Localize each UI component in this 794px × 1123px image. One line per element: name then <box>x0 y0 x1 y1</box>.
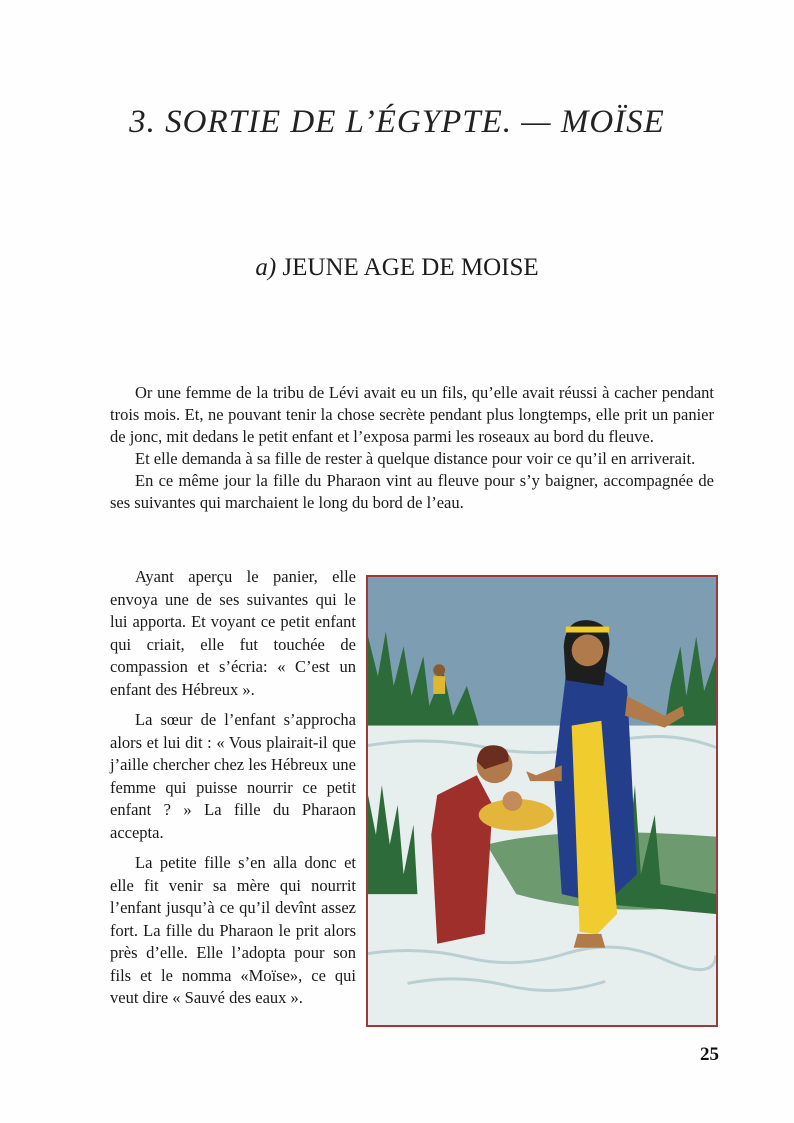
section-letter: a) <box>255 254 277 281</box>
section-title-text: JEUNE AGE DE MOISE <box>282 254 539 281</box>
paragraph: La sœur de l’enfant s’approcha alors et lui dit : « Vous plairait-il que j’aille chercher chez les Hébreux une femme qui puisse nourrir ce petit enfant ? » La fille du Pharaon accepta. <box>110 710 356 842</box>
paragraph: En ce même jour la fille du Pharaon vint au fleuve pour s’y baigner, accompagnée de ses suivantes qui marchaient le long du bord de l’eau. <box>110 471 714 512</box>
side-text-column <box>110 566 356 1018</box>
chapter-title: 3. SORTIE DE L’ÉGYPTE. — MOÏSE <box>129 104 665 140</box>
section-title <box>0 254 794 282</box>
paragraph: La petite fille s’en alla donc et elle fit venir sa mère qui nourrit l’enfant jusqu’à ce qu’il devînt assez fort. La fille du Pharaon le prit alors près d’elle. Elle l’adopta pour son fils et le nomma «Moïse», ce qui veut dire « Sauvé des eaux ». <box>110 853 356 1007</box>
baby <box>502 791 522 811</box>
princess-face <box>572 634 604 666</box>
princess-feet <box>574 934 606 948</box>
servant-body <box>433 676 445 694</box>
girl-dress <box>431 775 492 943</box>
paragraph: Et elle demanda à sa fille de rester à quelque distance pour voir ce qu’il en arriverait. <box>135 449 696 468</box>
princess-headband <box>566 627 610 633</box>
servant-head <box>433 664 445 676</box>
moses-illustration <box>366 575 718 1027</box>
page-number: 25 <box>700 1044 719 1065</box>
illustration-drawing <box>368 577 716 1025</box>
paragraph: Or une femme de la tribu de Lévi avait eu un fils, qu’elle avait réussi à cacher pendant trois mois. Et, ne pouvant tenir la chose secrète pendant plus longtemps, elle prit un panier de jonc, mit dedans le petit enfant et l’exposa parmi les roseaux au bord du fleuve. <box>110 383 714 446</box>
paragraph: Ayant aperçu le panier, elle envoya une de ses suivantes qui le lui apporta. Et voyant ce petit enfant qui criait, elle fut touchée de compassion et s’écria: « C’est un enfant des Hébreux ». <box>110 567 356 699</box>
top-text-block <box>110 382 714 514</box>
